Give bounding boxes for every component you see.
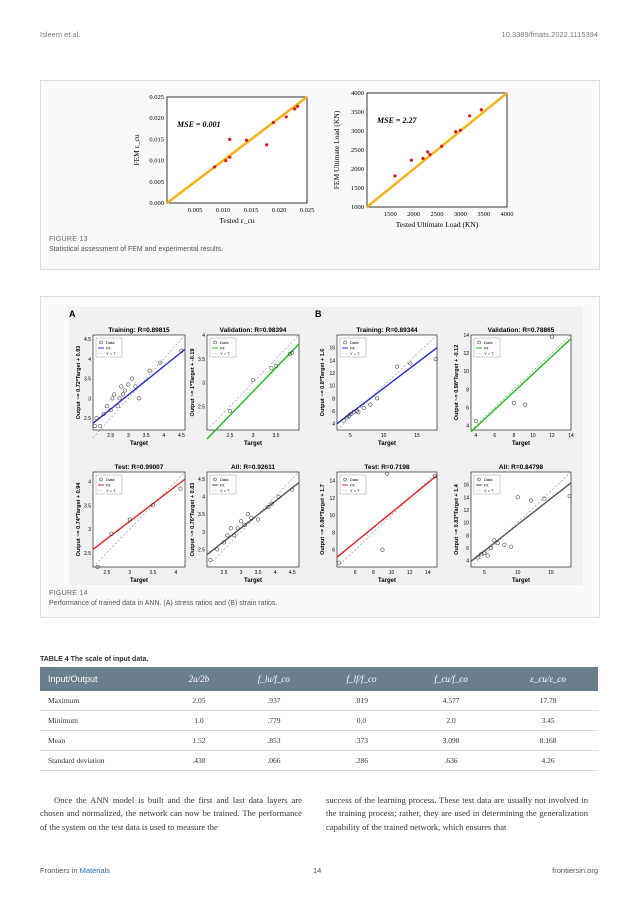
table-cell: 4.577 [404, 691, 498, 711]
data-point [228, 156, 231, 159]
y-tick-label: 12 [329, 495, 335, 502]
table-header-row [40, 667, 598, 691]
y-tick-label: 4 [332, 421, 335, 428]
figure-13-plots [41, 85, 597, 235]
table-cell: .066 [229, 751, 319, 771]
table-cell: Maximum [40, 691, 169, 711]
y-tick-label: 1000 [351, 204, 364, 211]
y-tick-label: 6 [466, 546, 469, 552]
data-point [285, 115, 288, 118]
legend-data-label: Data [106, 340, 115, 345]
x-tick-label: 2.5 [220, 570, 228, 576]
figure-13-caption: Statistical assessment of FEM and experimental results. [49, 246, 223, 253]
mse-annotation: MSE = 2.27 [377, 116, 417, 125]
legend-ideal-label: Y = T [106, 351, 116, 356]
y-tick-label: 8 [332, 396, 335, 403]
x-axis-label: Target [130, 578, 148, 584]
x-tick-label: 3500 [477, 211, 491, 218]
panel-a-label: A [69, 309, 76, 319]
y-tick-label: 10 [329, 513, 335, 520]
table-row [40, 751, 598, 771]
figure-14-label: FIGURE 14 [49, 590, 88, 597]
x-tick-label: 0.025 [299, 207, 315, 214]
y-tick-label: 16 [329, 345, 335, 352]
legend-ideal-label: Y = T [484, 351, 494, 356]
table-cell: .373 [319, 731, 404, 751]
y-axis-label: Output ~= 0.74*Target + 0.94 [76, 482, 82, 557]
table-cell: Minimum [40, 711, 169, 731]
x-axis-label: Target [512, 441, 530, 447]
table-header-input-output: Input/Output [40, 667, 169, 691]
figure-14-caption: Performance of trained data in ANN. (A) stress ratios and (B) strain ratios. [49, 600, 278, 607]
table-cell: Standard deviation [40, 751, 169, 771]
y-tick-label: 3000 [351, 128, 364, 135]
table-cell: 3.45 [498, 711, 598, 731]
data-point [272, 121, 275, 124]
y-tick-label: 8 [466, 387, 469, 394]
subplot-title: Validation: R=0.98394 [219, 327, 287, 334]
y-tick-label: 0.020 [149, 115, 164, 123]
legend-fit-label: Fit [350, 345, 355, 351]
y-tick-label: 3500 [351, 109, 364, 116]
table-cell: 4.26 [498, 751, 598, 771]
legend-fit-label: Fit [220, 482, 225, 488]
y-tick-label: 4000 [351, 90, 364, 97]
y-tick-label: 3.5 [84, 503, 91, 510]
y-tick-label: 10 [463, 369, 469, 376]
x-tick-label: 0.015 [243, 207, 259, 214]
x-axis-label: Target [378, 578, 396, 584]
table-row [40, 711, 598, 731]
x-tick-label: 5 [482, 570, 486, 576]
x-tick-label: 2.5 [226, 433, 234, 439]
y-tick-label: 3.5 [198, 356, 205, 363]
y-tick-label: 4.5 [84, 336, 91, 343]
table-header-flf-fco: f_lf/f_co [319, 667, 404, 691]
table-row [40, 731, 598, 751]
x-tick-label: 4 [162, 433, 166, 439]
subplot-title: Training: R=0.89344 [356, 327, 418, 334]
x-tick-label: 8 [371, 570, 375, 576]
x-tick-label: 4.5 [288, 570, 296, 576]
data-point [426, 150, 429, 153]
table-4-title: TABLE 4 The scale of input data. [40, 656, 149, 663]
x-tick-label: 4 [474, 433, 478, 439]
y-axis-label: Output ~= 0.86*Target + 1.7 [320, 484, 326, 555]
y-tick-label: 0.010 [149, 157, 164, 165]
y-tick-label: 2000 [351, 166, 364, 173]
y-tick-label: 3 [88, 396, 91, 403]
running-header-doi: 10.3389/fmats.2022.1115394 [501, 30, 598, 39]
y-tick-label: 14 [463, 333, 469, 339]
legend-fit-label: Fit [484, 345, 489, 351]
legend-fit-label: Fit [106, 345, 111, 351]
footer-journal-name: Materials [79, 866, 111, 875]
x-tick-label: 2000 [407, 211, 421, 218]
y-tick-label: 0.000 [149, 200, 164, 207]
y-tick-label: 16 [463, 482, 469, 489]
data-point [428, 153, 431, 156]
y-tick-label: 4 [88, 356, 91, 363]
table-cell: 2.0 [404, 711, 498, 731]
x-tick-label: 3.5 [149, 570, 157, 576]
x-tick-label: 2.5 [107, 433, 115, 439]
table-row [40, 691, 598, 711]
x-tick-label: 12 [406, 570, 413, 576]
table-cell: .438 [169, 751, 229, 771]
y-axis-label: FEM Ultimate Load (KN) [332, 110, 341, 190]
y-tick-label: 3.5 [198, 512, 205, 519]
legend-data-label: Data [220, 340, 229, 345]
footer-site: frontiersin.org [552, 866, 598, 875]
y-tick-label: 2.5 [84, 550, 91, 557]
y-tick-label: 8 [466, 533, 469, 540]
x-tick-label: 6 [353, 570, 357, 576]
table-header-flu-fco: f_lu/f_co [229, 667, 319, 691]
figure-14-plots [41, 301, 597, 586]
legend-fit-label: Fit [220, 345, 225, 351]
y-tick-label: 2.5 [198, 404, 205, 411]
y-tick-label: 12 [463, 508, 469, 514]
footer-journal [40, 866, 110, 875]
x-tick-label: 14 [425, 570, 431, 576]
legend-ideal-label: Y = T [106, 488, 116, 493]
body-text-column-2: success of the learning process. These test data are usually not involved in the training process; rather, they are used in determining the generalization capability of the trained network, which ensures that [326, 795, 588, 832]
x-axis-label: Target [244, 578, 262, 584]
x-tick-label: 3 [239, 570, 243, 576]
y-tick-label: 4 [466, 558, 469, 565]
y-tick-label: 4 [466, 423, 469, 430]
figure-14-caption-block [49, 589, 277, 609]
figure-13-caption-block [49, 235, 223, 255]
x-tick-label: 3.5 [142, 433, 150, 439]
table-cell: 17.78 [498, 691, 598, 711]
y-tick-label: 14 [329, 358, 335, 365]
x-tick-label: 3 [126, 433, 130, 439]
data-point [410, 159, 413, 162]
y-tick-label: 4.5 [198, 477, 205, 484]
x-tick-label: 8 [512, 433, 516, 439]
x-tick-label: 6 [493, 433, 497, 439]
y-tick-label: 14 [329, 478, 335, 485]
data-point [245, 139, 248, 142]
y-tick-label: 6 [332, 409, 335, 415]
y-tick-label: 2.5 [198, 547, 205, 554]
x-tick-label: 0.010 [215, 207, 231, 214]
y-tick-label: 2500 [351, 147, 364, 154]
table-cell: Mean [40, 731, 169, 751]
table-header-fcu-fco: f_cu/f_co [404, 667, 498, 691]
x-tick-label: 4 [273, 570, 277, 576]
x-tick-label: 0.005 [187, 207, 203, 214]
y-axis-label: Output ~= 0.76*Target + 0.83 [190, 482, 196, 557]
y-tick-label: 4 [202, 333, 205, 339]
y-tick-label: 1500 [351, 185, 364, 192]
x-tick-label: 2.5 [103, 570, 111, 576]
x-tick-label: 4.5 [177, 433, 185, 439]
y-tick-label: 3 [88, 527, 91, 533]
data-point [265, 143, 268, 146]
x-tick-label: 4000 [500, 211, 514, 218]
x-tick-label: 15 [548, 570, 554, 576]
y-axis-label: Output ~= 0.83*Target + 1.4 [454, 484, 460, 555]
data-point [228, 138, 231, 141]
y-tick-label: 2.5 [84, 416, 91, 423]
panel-b-label: B [315, 309, 322, 319]
y-tick-label: 3 [202, 529, 205, 536]
x-tick-label: 1500 [383, 211, 397, 218]
x-axis-label: Target [378, 441, 396, 447]
table-cell: .779 [229, 711, 319, 731]
table-cell: 2.05 [169, 691, 229, 711]
table-cell: 8.168 [498, 731, 598, 751]
subplot-title: Test: R=0.7198 [364, 464, 410, 471]
y-tick-label: 3 [202, 380, 205, 387]
legend-ideal-label: Y = T [484, 488, 494, 493]
x-tick-label: 10 [514, 570, 521, 576]
x-tick-label: 10 [530, 433, 536, 439]
y-tick-label: 12 [329, 371, 335, 377]
table-header-ecu-eco: ε_cu/ε_co [498, 667, 598, 691]
x-tick-label: 15 [414, 433, 420, 439]
x-tick-label: 5 [348, 433, 352, 439]
figure-13-label: FIGURE 13 [49, 236, 88, 243]
y-tick-label: 0.025 [149, 94, 164, 101]
x-axis-label: Target [244, 441, 262, 447]
x-tick-label: 0.020 [271, 207, 287, 214]
table-cell: .853 [229, 731, 319, 751]
subplot-title: All: R=0.84798 [498, 464, 544, 471]
mse-annotation: MSE = 0.001 [177, 120, 221, 129]
figure-13-box [40, 80, 600, 270]
data-point [224, 159, 227, 162]
legend-data-label: Data [220, 477, 229, 482]
y-axis-label: FEM ε_cu [132, 134, 141, 166]
table-cell: .286 [319, 751, 404, 771]
y-tick-label: 10 [329, 383, 335, 390]
x-axis-label: Tested Ultimate Load (KN) [395, 220, 479, 229]
table-cell: .819 [319, 691, 404, 711]
x-tick-label: 10 [380, 433, 387, 439]
data-point [293, 107, 296, 110]
running-header-authors: Isleem et al. [40, 30, 81, 39]
data-point [459, 129, 462, 132]
x-tick-label: 4 [174, 570, 178, 576]
x-tick-label: 3 [251, 433, 255, 439]
y-tick-label: 12 [463, 351, 469, 358]
legend-data-label: Data [484, 477, 493, 482]
y-tick-label: 14 [463, 495, 469, 502]
footer-page-number: 14 [313, 866, 322, 875]
subplot-title: All: R=0.92611 [231, 464, 275, 471]
data-point [393, 174, 396, 177]
y-tick-label: 6 [466, 405, 469, 412]
data-point [421, 157, 424, 160]
table-4 [40, 667, 598, 771]
legend-fit-label: Fit [106, 482, 111, 488]
x-axis-label: Target [512, 578, 530, 584]
x-axis-label: Target [130, 441, 148, 447]
table-cell: 3.098 [404, 731, 498, 751]
table-cell: .937 [229, 691, 319, 711]
y-tick-label: 4 [202, 494, 205, 501]
y-axis-label: Output ~= 0.98*Target + -0.12 [454, 344, 460, 421]
data-point [480, 108, 483, 111]
subplot-title: Validation: R=0.78865 [487, 327, 555, 334]
subplot-title: Test: R=0.99007 [114, 464, 164, 471]
x-tick-label: 2500 [430, 211, 444, 218]
body-text-column-1: Once the ANN model is built and the first and last data layers are chosen and normalized, the network can now be trained. The performance of the system on the test data is used to measure the [40, 795, 302, 832]
legend-data-label: Data [106, 477, 115, 482]
table-cell: 1.52 [169, 731, 229, 751]
data-point [454, 130, 457, 133]
table-cell: 1.0 [169, 711, 229, 731]
x-tick-label: 14 [568, 433, 574, 439]
x-axis-label: Tested ε_cu [219, 216, 255, 225]
table-header-aspect-ratio: 2a/2b [169, 667, 229, 691]
legend-fit-label: Fit [484, 482, 489, 488]
y-tick-label: 4 [88, 479, 91, 486]
footer-journal-prefix: Frontiers in [40, 866, 80, 875]
legend-data-label: Data [350, 340, 359, 345]
x-tick-label: 3.5 [254, 570, 262, 576]
subplot-title: Training: R=0.89815 [108, 327, 170, 334]
legend-ideal-label: Y = T [350, 488, 360, 493]
x-tick-label: 3000 [453, 211, 467, 218]
legend-fit-label: Fit [350, 482, 355, 488]
table-cell: .636 [404, 751, 498, 771]
y-tick-label: 10 [463, 520, 469, 527]
x-tick-label: 12 [549, 433, 555, 439]
y-tick-label: 0.015 [149, 136, 164, 144]
y-axis-label: Output ~= 1*Target + -0.19 [190, 348, 196, 417]
table-cell: 0.0 [319, 711, 404, 731]
legend-ideal-label: Y = T [220, 351, 230, 356]
figure-14-box [40, 296, 600, 618]
data-point [213, 165, 216, 168]
y-axis-label: Output ~= 0.72*Target + 0.93 [76, 345, 82, 420]
legend-data-label: Data [350, 477, 359, 482]
legend-data-label: Data [484, 340, 493, 345]
y-tick-label: 0.005 [149, 178, 164, 186]
data-point [468, 114, 471, 117]
x-tick-label: 10 [388, 570, 395, 576]
y-axis-label: Output ~= 0.8*Target + 1.6 [320, 348, 326, 417]
data-point [440, 145, 443, 148]
x-tick-label: 3.5 [272, 433, 280, 439]
legend-ideal-label: Y = T [350, 351, 360, 356]
x-tick-label: 3 [128, 570, 132, 576]
y-tick-label: 8 [332, 530, 335, 537]
y-tick-label: 6 [332, 547, 335, 554]
y-tick-label: 3.5 [84, 376, 91, 383]
data-point [296, 105, 299, 108]
legend-ideal-label: Y = T [220, 488, 230, 493]
